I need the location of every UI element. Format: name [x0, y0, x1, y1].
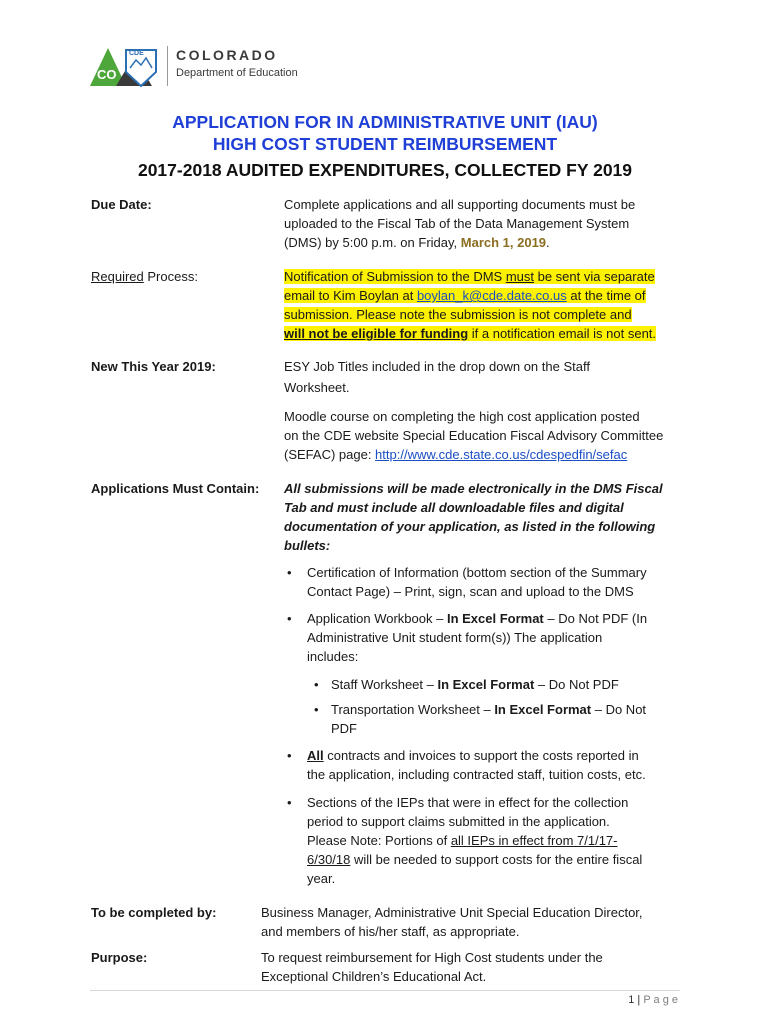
- logo-badge-state: CO: [97, 67, 117, 82]
- s2-pre: Transportation Worksheet –: [331, 702, 495, 717]
- b3-bold: All: [307, 748, 324, 763]
- page-word: P a g e: [643, 994, 678, 1006]
- required-line-2: [284, 286, 646, 305]
- sub-bullet-icon: •: [314, 702, 319, 717]
- bullet-icon: •: [287, 565, 292, 580]
- bullet-3-line-2: the application, including contracted staff, tuition costs, etc.: [307, 767, 646, 782]
- sub-bullet-icon: •: [314, 677, 319, 692]
- required-l3-text: submission. Please note the submission is not complete and: [284, 307, 632, 322]
- b2-l1-bold: In Excel Format: [446, 611, 544, 626]
- bullet-4-line-2: period to support claims submitted in the application.: [307, 814, 610, 829]
- new-p1-line-1: ESY Job Titles included in the drop down on the Staff: [284, 359, 590, 374]
- bullet-1-line-1: Certification of Information (bottom section of the Summary: [307, 565, 647, 580]
- applications-intro-line-1: All submissions will be made electronically in the DMS Fiscal: [284, 481, 663, 496]
- s1-bold: In Excel Format: [437, 677, 535, 692]
- b4-l3-u: all IEPs in effect from 7/1/17-: [450, 833, 618, 848]
- required-l2-pre: email to Kim Boylan at: [284, 288, 417, 303]
- completed-by-line-1: Business Manager, Administrative Unit Special Education Director,: [261, 905, 643, 920]
- due-date-line-1: Complete applications and all supporting documents must be: [284, 197, 636, 212]
- required-l2-post: at the time of: [566, 288, 646, 303]
- colorado-mountain-logo-icon: [86, 42, 166, 90]
- new-p2-line-1: Moodle course on completing the high cost application posted: [284, 409, 640, 424]
- s2-post: – Do Not: [591, 702, 647, 717]
- purpose-line-1: To request reimbursement for High Cost students under the: [261, 950, 603, 965]
- bullet-1-line-2: Contact Page) – Print, sign, scan and upload to the DMS: [307, 584, 634, 599]
- bullet-icon: •: [287, 611, 292, 626]
- bullet-2-line-1: [307, 609, 647, 628]
- b4-l4-u: 6/30/18: [307, 852, 351, 867]
- s2-bold: In Excel Format: [494, 702, 592, 717]
- purpose-label: Purpose:: [91, 950, 148, 965]
- due-date-value: March 1, 2019: [460, 235, 547, 250]
- required-line-4: [284, 324, 656, 343]
- purpose-line-2: Exceptional Children’s Educational Act.: [261, 969, 487, 984]
- due-date-label: Due Date:: [91, 197, 152, 212]
- sefac-link[interactable]: http://www.cde.state.co.us/cdespedfin/sefac: [375, 447, 628, 462]
- b4-l3-pre: Please Note: Portions of: [307, 833, 451, 848]
- applications-intro-line-3: documentation of your application, as listed in the following: [284, 519, 656, 534]
- page-footer: [628, 993, 678, 1007]
- applications-intro-line-2: Tab and must include all downloadable files and digital: [284, 500, 624, 515]
- s1-pre: Staff Worksheet –: [331, 677, 438, 692]
- applications-intro-line-4: bullets:: [284, 538, 331, 553]
- required-label-rest: Process:: [143, 269, 198, 284]
- logo-badge-abbrev: CDE: [129, 50, 144, 57]
- new-p2-l3-pre: (SEFAC) page:: [284, 447, 376, 462]
- b4-l4-post: will be needed to support costs for the entire fiscal: [350, 852, 643, 867]
- b2-l1-pre: Application Workbook –: [307, 611, 447, 626]
- bullet-icon: •: [287, 795, 292, 810]
- required-l1-pre: Notification of Submission to the DMS: [284, 269, 506, 284]
- required-label-underlined: Required: [91, 269, 144, 284]
- applications-label: Applications Must Contain:: [91, 481, 260, 496]
- required-l1-post: be sent via separate: [534, 269, 655, 284]
- due-date-line-3-pre: (DMS) by 5:00 p.m. on Friday,: [284, 235, 461, 250]
- b3-l1-post: contracts and invoices to support the costs reported in: [323, 748, 639, 763]
- title-line-2: HIGH COST STUDENT REIMBURSEMENT: [212, 134, 558, 154]
- cde-logo: [86, 42, 306, 92]
- logo-org-name: COLORADO: [176, 47, 278, 63]
- bullet-4-line-4: [307, 850, 642, 869]
- required-l1-must: must: [505, 269, 534, 284]
- bullet-3-line-1: [307, 746, 639, 765]
- new-p1-line-2: Worksheet.: [284, 380, 350, 395]
- sub-bullet-2-line-2: PDF: [331, 721, 357, 736]
- required-process-label: [91, 267, 198, 286]
- required-line-1: [284, 267, 655, 286]
- required-line-3: [284, 305, 632, 324]
- new-this-year-label: New This Year 2019:: [91, 359, 216, 374]
- completed-by-label: To be completed by:: [91, 905, 217, 920]
- required-l4-bold: will not be eligible for funding: [284, 326, 469, 341]
- bullet-icon: •: [287, 748, 292, 763]
- page-number: 1: [628, 994, 635, 1006]
- page-separator: |: [634, 994, 644, 1006]
- bullet-2-line-2: Administrative Unit student form(s)) The application: [307, 630, 603, 645]
- bullet-4-line-1: Sections of the IEPs that were in effect for the collection: [307, 795, 629, 810]
- bullet-4-line-5: year.: [307, 871, 336, 886]
- due-date-line-3: [284, 233, 550, 252]
- b2-l1-post: – Do Not PDF (In: [543, 611, 648, 626]
- sub-bullet-2-line-1: [331, 700, 646, 719]
- email-link[interactable]: boylan_k@cde.date.co.us: [416, 288, 567, 303]
- required-l4-post: if a notification email is not sent.: [468, 326, 657, 341]
- due-date-line-2: uploaded to the Fiscal Tab of the Data Management System: [284, 216, 630, 231]
- logo-divider: [167, 46, 168, 86]
- title-line-3: 2017-2018 AUDITED EXPENDITURES, COLLECTED FY 2019: [137, 160, 633, 180]
- logo-department: Department of Education: [176, 67, 298, 79]
- completed-by-line-2: and members of his/her staff, as appropriate.: [261, 924, 520, 939]
- bullet-2-line-3: includes:: [307, 649, 359, 664]
- title-line-1: APPLICATION FOR IN ADMINISTRATIVE UNIT (IAU): [172, 112, 598, 132]
- sub-bullet-1: [331, 675, 619, 694]
- new-p2-line-3: [284, 445, 627, 464]
- due-date-line-3-post: .: [546, 235, 550, 250]
- footer-rule: [90, 990, 680, 991]
- s1-post: – Do Not PDF: [534, 677, 619, 692]
- new-p2-line-2: on the CDE website Special Education Fiscal Advisory Committee: [284, 428, 664, 443]
- bullet-4-line-3: [307, 831, 617, 850]
